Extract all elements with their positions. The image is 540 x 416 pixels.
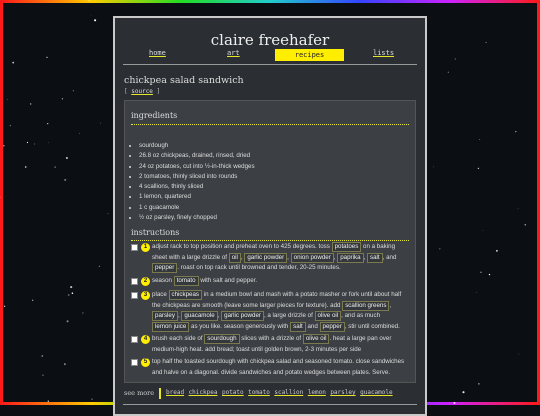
star xyxy=(524,224,526,226)
step-text xyxy=(152,290,411,332)
star xyxy=(68,294,70,296)
step-text-segment: , xyxy=(240,253,245,261)
star xyxy=(64,363,66,365)
star xyxy=(489,274,490,275)
content-panel xyxy=(113,16,427,416)
star xyxy=(12,62,14,64)
ingredient-item: • 26.8 oz chickpeas, drained, rinsed, dried xyxy=(139,151,255,161)
star xyxy=(91,399,92,400)
ingredient-tag: garlic powder xyxy=(221,311,264,321)
star xyxy=(47,123,48,124)
ingredient-tag: pepper xyxy=(152,263,177,273)
ingredient-tag: pepper xyxy=(320,322,345,332)
step-text-segment: , xyxy=(333,253,338,261)
see-more-link-potato[interactable]: potato xyxy=(221,389,244,396)
ingredients-underline xyxy=(131,124,409,125)
star xyxy=(41,356,42,357)
step-number-badge: 5 xyxy=(141,358,150,367)
step-text-segment: . roast on top rack until browned and tender, 20-25 minutes. xyxy=(177,264,341,271)
star xyxy=(479,139,480,140)
star xyxy=(478,383,479,384)
step-text-segment: , stir until combined. xyxy=(344,322,400,330)
see-more-link-chickpea[interactable]: chickpea xyxy=(188,389,218,396)
star xyxy=(455,58,456,59)
ingredients-heading: ingredients xyxy=(131,111,178,120)
star xyxy=(64,179,66,181)
step-text-segment: , a large drizzle of xyxy=(263,312,315,319)
star xyxy=(66,157,68,159)
instructions-heading: instructions xyxy=(131,228,180,237)
star xyxy=(30,103,31,104)
see-more-accent-bar xyxy=(159,388,161,399)
star xyxy=(55,167,56,168)
ingredient-tag: sourdough xyxy=(204,334,239,344)
step-text-segment: . heat a large pan over medium-high heat. add bread; toast until golden brown, 2-3 minutes per side xyxy=(152,335,392,353)
step-text xyxy=(152,357,411,378)
ingredient-item: • 24 oz potatoes, cut into ½-in-thick wedges xyxy=(139,162,255,172)
step-checkbox[interactable] xyxy=(131,359,138,366)
step-text-segment: season xyxy=(152,277,174,284)
step-checkbox[interactable] xyxy=(131,336,138,343)
step-text-segment: top half the toasted sourdough with chickpea salad and seasoned tomato. close sandwiches and halve on a diagonal. divide sandwiches and potato wedges between plates. Serve. xyxy=(152,358,405,376)
ingredient-item: • 2 tomatoes, thinly sliced into rounds xyxy=(139,172,255,182)
ingredient-tag: scallion greens xyxy=(342,301,389,311)
star xyxy=(34,144,35,145)
star xyxy=(518,354,519,355)
page-title: chickpea salad sandwich xyxy=(124,75,244,86)
ingredient-tag: parsley xyxy=(152,311,178,321)
star xyxy=(62,98,63,99)
see-more-link-bread[interactable]: bread xyxy=(166,389,185,396)
star xyxy=(48,401,49,402)
star xyxy=(108,213,109,214)
step-text-segment: , xyxy=(363,253,367,261)
step-text-segment: adjust rack to top position and preheat oven to 425 degrees. toss xyxy=(152,243,332,250)
star xyxy=(462,391,464,393)
instruction-step xyxy=(131,242,411,274)
instruction-step xyxy=(131,334,411,355)
step-number-badge: 1 xyxy=(141,243,150,252)
step-text xyxy=(152,334,411,355)
star xyxy=(70,286,72,288)
step-text-segment: , xyxy=(217,312,222,319)
star xyxy=(0,197,1,198)
step-text-segment: , xyxy=(177,312,182,319)
star xyxy=(82,312,83,313)
ingredient-tag: olive oil xyxy=(303,334,330,344)
star xyxy=(433,167,434,168)
ingredient-tag: salt xyxy=(290,322,306,332)
star xyxy=(4,306,5,307)
instructions-underline xyxy=(131,240,409,241)
star xyxy=(7,99,8,100)
star xyxy=(485,42,486,43)
star xyxy=(496,250,498,252)
star xyxy=(518,208,519,209)
see-more-link-tomato[interactable]: tomato xyxy=(248,389,270,396)
star xyxy=(10,125,12,127)
see-more-bar xyxy=(124,388,418,400)
star xyxy=(482,230,483,231)
nav-recipes[interactable]: recipes xyxy=(275,49,344,61)
star xyxy=(448,72,449,73)
star xyxy=(454,402,456,404)
see-more-link-guacamole[interactable]: guacamole xyxy=(360,389,393,396)
step-text-segment: , and xyxy=(382,253,397,261)
see-more-link-parsley[interactable]: parsley xyxy=(330,389,356,396)
star xyxy=(25,166,27,168)
ingredient-item: • sourdough xyxy=(139,141,255,151)
star xyxy=(100,123,101,124)
instruction-step xyxy=(131,276,411,287)
ingredient-tag: paprika xyxy=(337,253,363,263)
instruction-step xyxy=(131,357,411,378)
step-text-segment: on a baking sheet with a large drizzle of xyxy=(152,243,396,261)
step-text-segment: , and as much xyxy=(341,312,381,319)
step-checkbox[interactable] xyxy=(131,244,138,251)
step-text-segment: and xyxy=(305,322,320,330)
ingredient-tag: guacamole xyxy=(181,311,217,321)
source-link[interactable]: source xyxy=(131,88,153,95)
site-title: claire freehafer xyxy=(210,31,330,49)
step-text-segment: , xyxy=(287,253,291,261)
step-text-segment: as you like. season generously with xyxy=(189,322,291,330)
ingredient-tag: tomato xyxy=(174,276,199,286)
star xyxy=(67,320,69,322)
star xyxy=(480,272,481,273)
main-nav xyxy=(115,49,425,61)
star xyxy=(478,168,479,169)
star xyxy=(3,145,5,147)
ingredient-tag: garlic powder xyxy=(244,253,287,263)
ingredient-tag: salt xyxy=(367,253,383,263)
star xyxy=(439,248,440,249)
star xyxy=(42,355,44,357)
step-text-segment: place xyxy=(152,291,169,298)
ingredient-tag: lemon juice xyxy=(152,322,189,332)
nav-art[interactable]: art xyxy=(227,49,240,57)
star xyxy=(32,300,33,301)
star xyxy=(91,15,92,16)
step-number-badge: 3 xyxy=(141,291,150,300)
source-link-wrapper xyxy=(124,88,160,95)
star xyxy=(94,19,96,21)
source-bracket-close: ] xyxy=(156,88,161,95)
ingredient-tag: olive oil xyxy=(315,311,342,321)
step-text-segment: brush each side of xyxy=(152,335,205,342)
ingredient-item: • 1 c guacamole xyxy=(139,203,255,213)
step-text-segment: , xyxy=(389,301,392,309)
star xyxy=(88,0,90,1)
see-more-label: see more xyxy=(124,389,155,397)
star xyxy=(43,375,44,376)
step-text xyxy=(152,276,411,287)
header-divider xyxy=(123,64,417,65)
step-text-segment: slices with a drizzle of xyxy=(239,335,303,342)
ingredients-list xyxy=(129,141,255,223)
ingredient-tag: chickpeas xyxy=(169,290,203,300)
star xyxy=(72,292,74,294)
star xyxy=(48,142,49,143)
star xyxy=(73,90,74,91)
star xyxy=(46,57,47,58)
nav-lists[interactable]: lists xyxy=(373,49,395,57)
ingredient-tag: potatoes xyxy=(332,242,362,252)
step-text-segment: in a medium bowl and mash with a potato masher or fork until about half the chickpeas are smooth (leave some larger pieces for texture). add xyxy=(152,291,402,309)
source-bracket-open: [ xyxy=(124,88,128,95)
star xyxy=(27,142,28,143)
star xyxy=(515,131,516,132)
see-more-link-scallion[interactable]: scallion xyxy=(274,389,304,396)
ingredient-tag: onion powder xyxy=(291,253,334,263)
step-checkbox[interactable] xyxy=(131,278,138,285)
ingredient-item: • ½ oz parsley, finely chopped xyxy=(139,213,255,223)
step-number-badge: 4 xyxy=(141,335,150,344)
instruction-step xyxy=(131,290,411,332)
recipe-card xyxy=(124,100,416,383)
star xyxy=(79,133,80,134)
star xyxy=(476,292,477,293)
step-number-badge: 2 xyxy=(141,277,150,286)
ingredient-tag: oil xyxy=(229,253,241,263)
ingredient-item: • 4 scallions, thinly sliced xyxy=(139,182,255,192)
see-more-link-lemon[interactable]: lemon xyxy=(307,389,326,396)
step-text xyxy=(152,242,411,274)
see-more-links xyxy=(166,389,397,396)
step-text-segment: with salt and pepper. xyxy=(198,277,258,284)
star xyxy=(99,266,100,267)
nav-home[interactable]: home xyxy=(149,49,166,57)
ingredient-item: • 1 lemon, quartered xyxy=(139,192,255,202)
step-checkbox[interactable] xyxy=(131,292,138,299)
